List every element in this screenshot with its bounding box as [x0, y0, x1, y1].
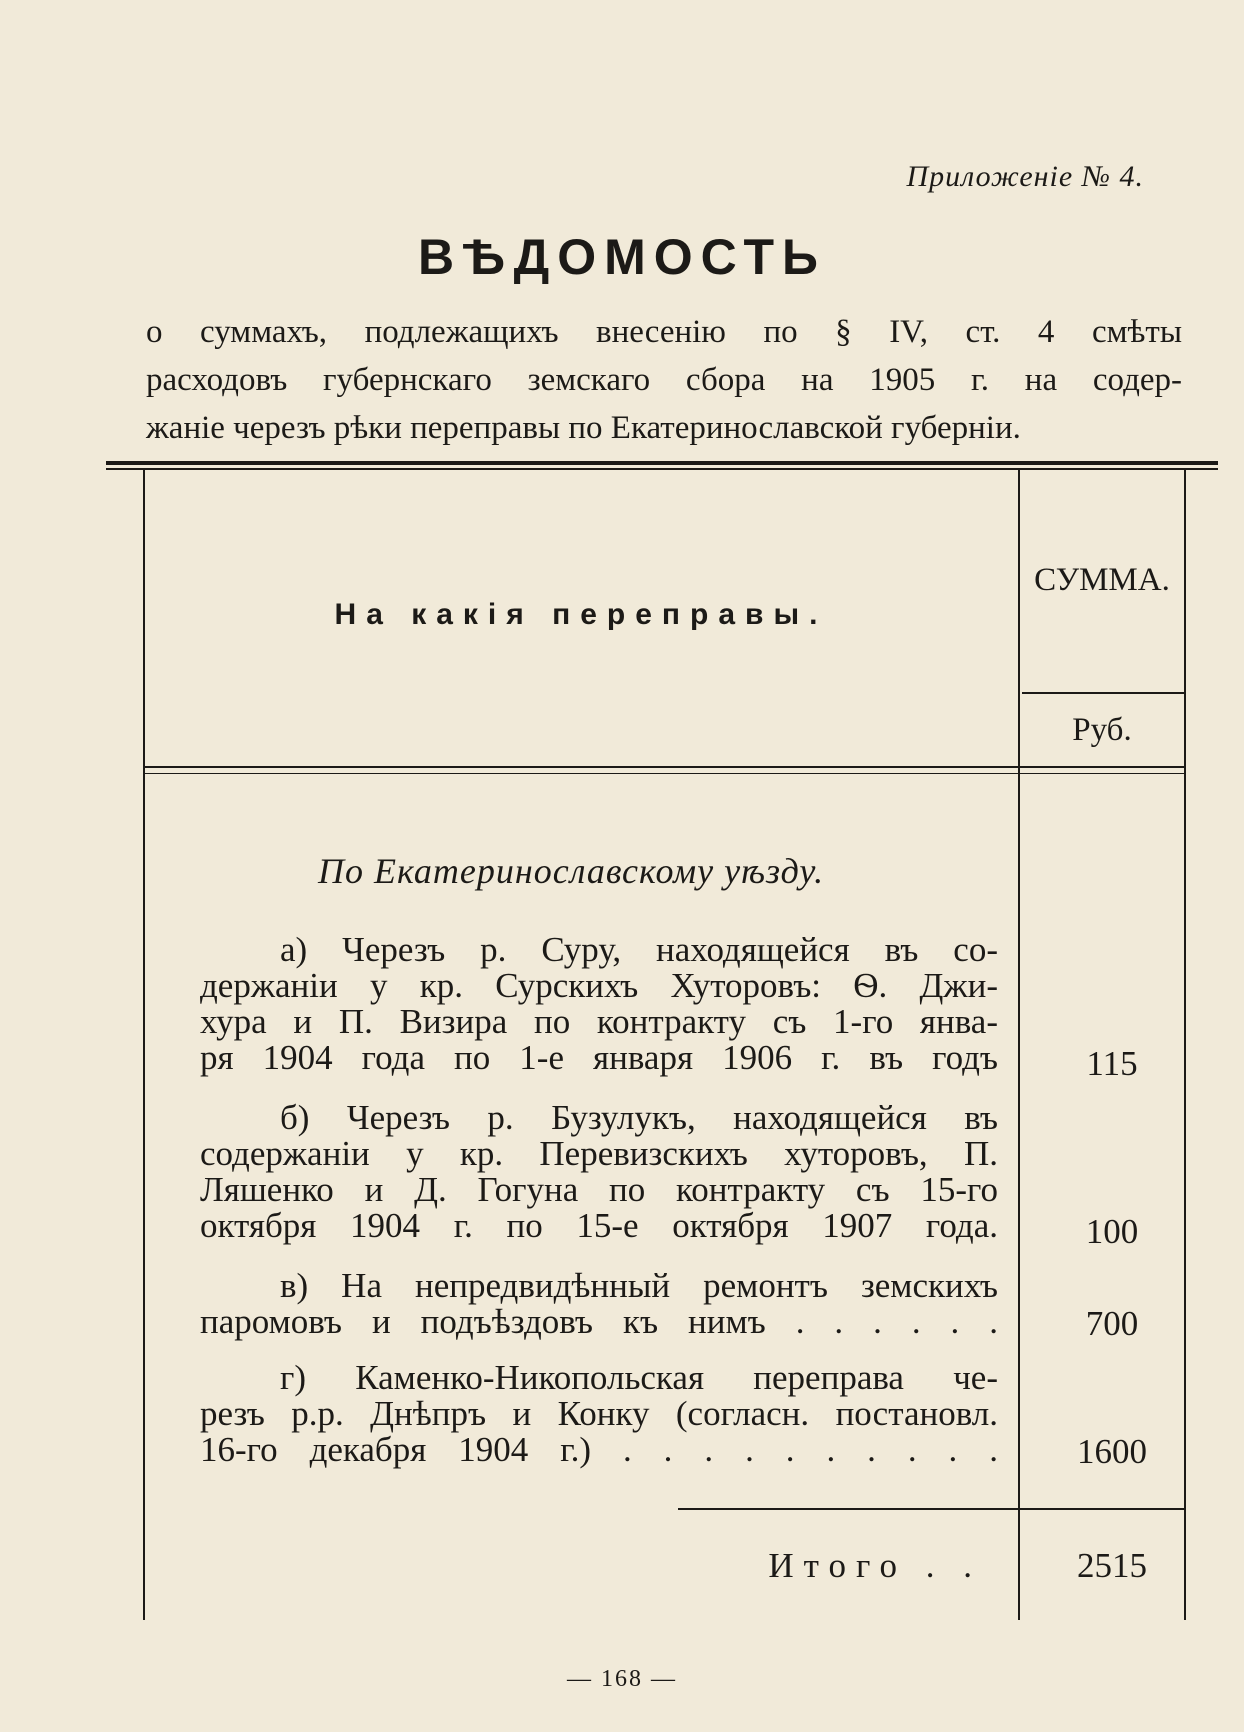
table-row: [200, 932, 998, 1076]
subtitle-line: о суммахъ, подлежащихъ внесенію по § IV, ст. 4 смѣты: [146, 314, 1182, 350]
page-number: — 168 —: [567, 1666, 677, 1692]
row-text-line: октября 1904 г. по 15-е октября 1907 года.: [200, 1206, 998, 1245]
row-text-line: 16-го декабря 1904 г.) . . . . . . . . . .: [200, 1430, 998, 1469]
row-text-line: держаніи у кр. Сурскихъ Хуторовъ: Ѳ. Джи-: [200, 966, 998, 1005]
total-amount: 2515: [1077, 1546, 1147, 1585]
table-row: [200, 1360, 998, 1468]
row-text-line: б) Черезъ р. Бузулукъ, находящейся въ: [280, 1098, 998, 1137]
row-text-line: а) Черезъ р. Суру, находящейся въ со-: [280, 930, 998, 969]
row-text-line: паромовъ и подъѣздовъ къ нимъ . . . . . .: [200, 1302, 998, 1341]
table-left-border: [143, 470, 145, 1620]
column-header-crossings: На какія переправы.: [334, 598, 828, 631]
row-text-line: г) Каменко-Никопольская переправа че-: [280, 1358, 998, 1397]
district-heading: По Екатеринославскому уѣзду.: [318, 851, 825, 891]
row-text-line: Ляшенко и Д. Гогуна по контракту съ 15-го: [200, 1170, 998, 1209]
header-sum-divider: [1022, 692, 1184, 694]
column-header-unit: Руб.: [1072, 712, 1132, 748]
column-header-sum: СУММА.: [1034, 562, 1170, 598]
table-row: [200, 1100, 998, 1244]
row-text-line: в) На непредвидѣнный ремонтъ земскихъ: [280, 1266, 998, 1305]
row-text-line: резъ р.р. Днѣпръ и Конку (согласн. постановл.: [200, 1394, 998, 1433]
row-text-line: содержаніи у кр. Перевизскихъ хуторовъ, П.: [200, 1134, 998, 1173]
table-row: [200, 1268, 998, 1340]
table-top-rule: [106, 461, 1218, 465]
total-label: Итого . .: [768, 1546, 982, 1585]
total-rule: [678, 1508, 1186, 1510]
document-subtitle: [146, 308, 1182, 452]
header-bottom-rule-thin: [143, 773, 1186, 774]
row-amount: 700: [1085, 1304, 1139, 1343]
subtitle-line: расходовъ губернскаго земскаго сбора на 1905 г. на содер-: [146, 362, 1182, 398]
row-text-line: хура и П. Визира по контракту съ 1-го янва-: [200, 1002, 998, 1041]
row-text-line: ря 1904 года по 1-е января 1906 г. въ годъ: [200, 1038, 998, 1077]
appendix-label: Приложеніе № 4.: [906, 160, 1144, 193]
row-amount: 115: [1086, 1044, 1138, 1083]
document-title: ВѢДОМОСТЬ: [418, 229, 826, 285]
row-amount: 1600: [1077, 1432, 1147, 1471]
table-top-rule-thin: [106, 468, 1218, 470]
row-amount: 100: [1085, 1212, 1139, 1251]
subtitle-line: жаніе черезъ рѣки переправы по Екатеринославской губерніи.: [146, 410, 1021, 446]
header-bottom-rule: [143, 766, 1186, 768]
table-column-divider: [1018, 470, 1020, 1620]
